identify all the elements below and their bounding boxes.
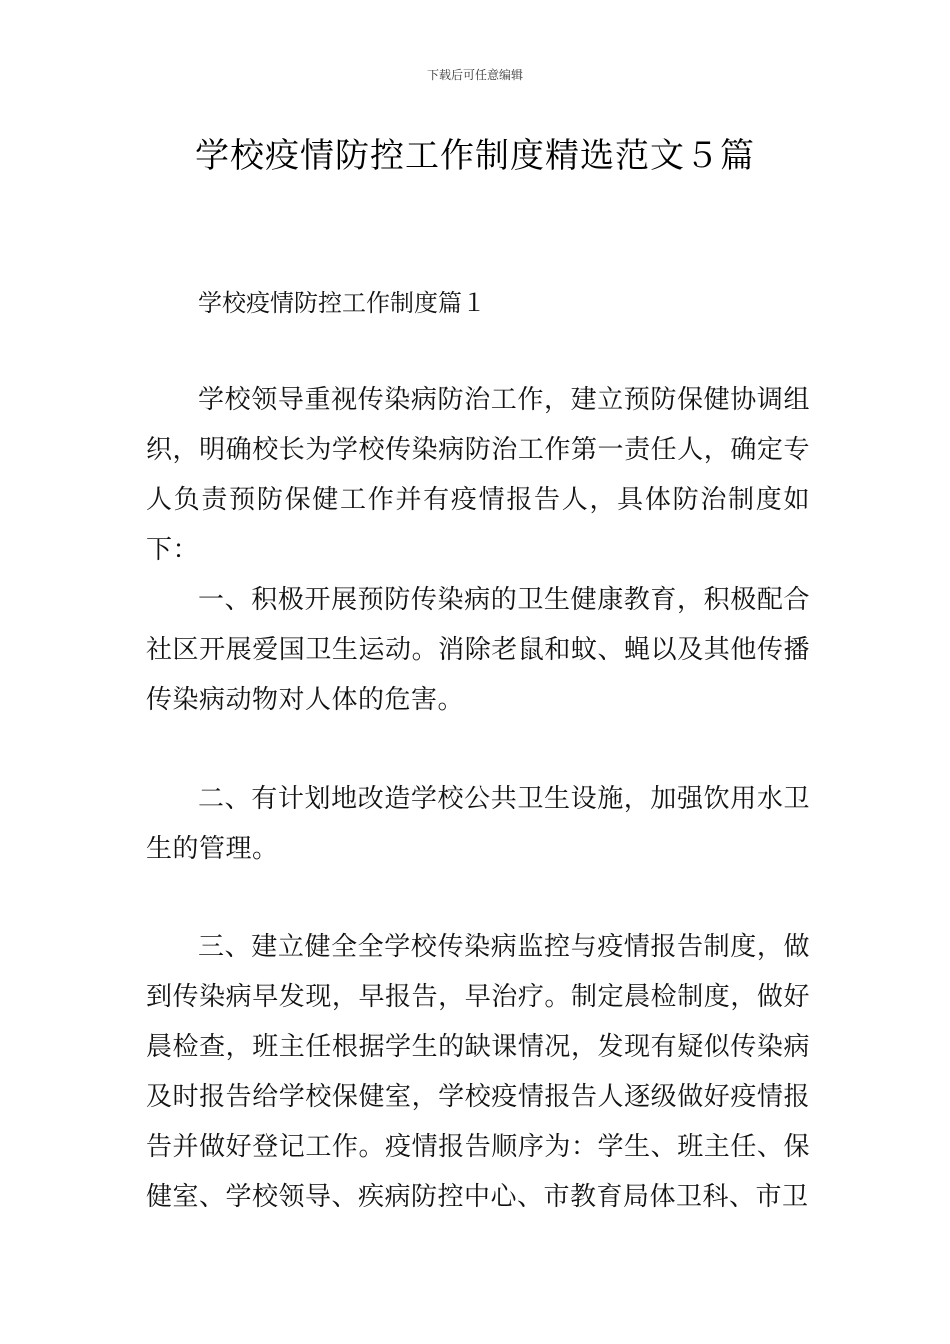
paragraph-item-2: 二、有计划地改造学校公共卫生设施，加强饮用水卫生的管理。 bbox=[146, 784, 810, 864]
paragraph-item-1: 一、积极开展预防传染病的卫生健康教育，积极配合社区开展爱国卫生运动。消除老鼠和蚊、蝇以及其他传播传染病动物对人体的危害。 bbox=[146, 585, 810, 715]
paragraph-intro: 学校领导重视传染病防治工作，建立预防保健协调组织，明确校长为学校传染病防治工作第一责任人，确定专人负责预防保健工作并有疫情报告人，具体防治制度如下： bbox=[146, 385, 810, 565]
section-heading: 学校疫情防控工作制度篇１ bbox=[198, 289, 486, 317]
document-title: 学校疫情防控工作制度精选范文５篇 bbox=[195, 136, 755, 176]
header-note: 下载后可任意编辑 bbox=[426, 68, 523, 82]
paragraph-item-3: 三、建立健全全学校传染病监控与疫情报告制度，做到传染病早发现，早报告，早治疗。制定晨检制度，做好晨检查，班主任根据学生的缺课情况，发现有疑似传染病及时报告给学校保健室，学校疫情报告人逐级做好疫情报告并做好登记工作。疫情报告顺序为：学生、班主任、保健室、学校领导、疾病防控中心、市教育局体卫科、市卫 bbox=[146, 932, 810, 1212]
